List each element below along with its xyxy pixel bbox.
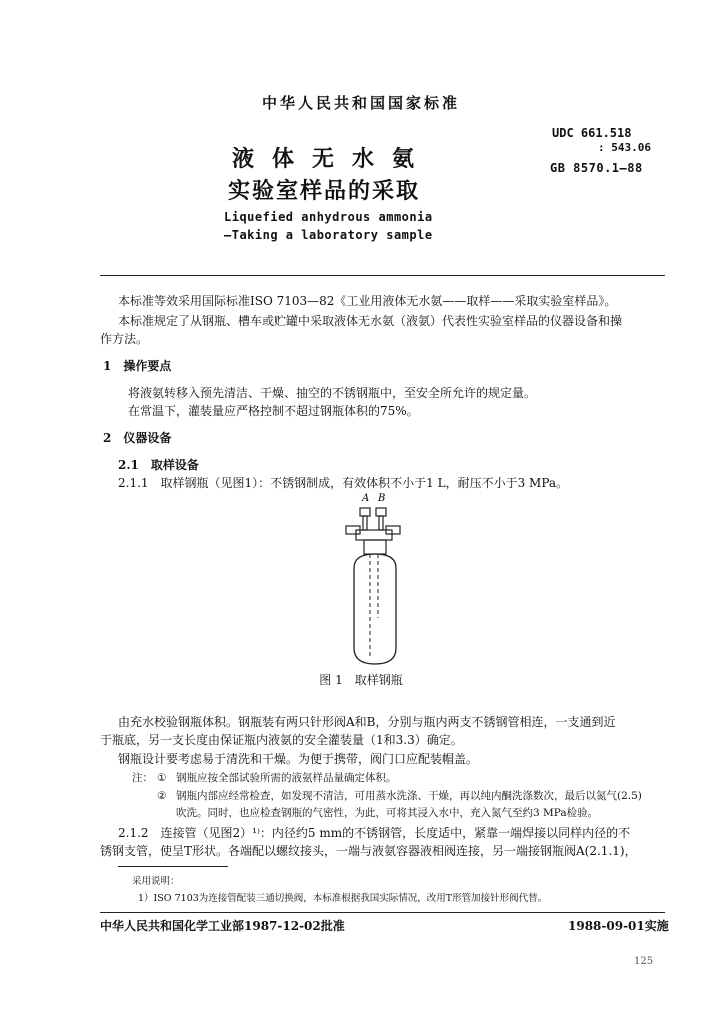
udc-code-continued: : 543.06 <box>598 141 651 154</box>
implementation-date: 1988-09-01实施 <box>568 919 669 933</box>
approval-statement: 中华人民共和国化学工业部1987-12-02批准 <box>100 919 345 933</box>
footnote-divider <box>118 866 228 867</box>
figure-1-caption: 图 1 取样钢瓶 <box>319 673 403 687</box>
english-title-line1: Liquefied anhydrous ammonia <box>224 210 433 224</box>
gb-standard-number: GB 8570.1—88 <box>550 161 643 175</box>
cylinder-description-line1: 由充水校验钢瓶体积。钢瓶装有两只针形阀A和B，分别与瓶内两支不锈钢管相连，一支通到近 <box>118 715 616 729</box>
note-2-text-line2: 吹洗。同时，也应检查钢瓶的气密性，为此，可将其浸入水中，充入氮气至约3 MPa检验。 <box>176 807 599 819</box>
internal-tubes <box>370 554 378 656</box>
intro-paragraph-2-line2: 作方法。 <box>100 332 149 346</box>
footnote-label: 采用说明： <box>132 876 180 887</box>
valve-assembly <box>346 508 400 554</box>
cylinder-body <box>354 554 396 664</box>
cylinder-description-line2: 于瓶底，另一支长度由保证瓶内液氨的安全灌装量（1和3.3）确定。 <box>100 733 463 747</box>
figure-label-b: B <box>378 493 386 504</box>
intro-paragraph-1: 本标准等效采用国际标准ISO 7103—82《工业用液体无水氨——取样——采取实验室样品》。 <box>118 294 617 308</box>
note-2-text-line1: 钢瓶内部应经常检查，如发现不清洁，可用蒸水洗涤、干燥，再以纯内酮洗涤数次，最后以氮气(2.5) <box>176 790 642 802</box>
note-1-text: 钢瓶应按全部试验所需的液氨样品量确定体积。 <box>176 772 397 784</box>
sampling-cylinder-figure <box>320 488 430 668</box>
section-1-heading: 1 操作要点 <box>103 359 172 373</box>
document-title-line2: 实验室样品的采取 <box>228 178 421 204</box>
note-1-number: ① <box>157 772 167 784</box>
udc-code: UDC 661.518 <box>552 126 632 140</box>
note-label: 注： <box>132 772 153 784</box>
section-2-1-1-text: 2.1.1 取样钢瓶（见图1）：不锈钢制成，有效体积不小于1 L，耐压不小于3 MPa。 <box>118 476 569 490</box>
figure-label-a: A <box>362 493 370 504</box>
header-divider <box>100 275 665 276</box>
section-2-heading: 2 仪器设备 <box>103 431 172 445</box>
section-1-paragraph-2: 在常温下，灌装量应严格控制不超过钢瓶体积的75%。 <box>128 404 419 418</box>
note-2-number: ② <box>157 790 167 802</box>
page-number: 125 <box>634 956 654 967</box>
footer-divider <box>100 912 665 913</box>
cylinder-design-paragraph: 钢瓶设计要考虑易于清洗和干燥。为便于携带，阀门口应配装帽盖。 <box>118 752 479 766</box>
section-2-1-heading: 2.1 取样设备 <box>118 458 199 472</box>
footnote-text: 1）ISO 7103为连接管配装三通切换阀，本标准根据我国实际情况，改用T形管加接针形阀代替。 <box>138 893 548 904</box>
national-standard-heading: 中华人民共和国国家标准 <box>261 94 460 112</box>
intro-paragraph-2-line1: 本标准规定了从钢瓶、槽车或贮罐中采取液体无水氨（液氨）代表性实验室样品的仪器设备和操 <box>118 314 623 328</box>
section-1-paragraph-1: 将液氨转移入预先清洁、干燥、抽空的不锈钢瓶中，至安全所允许的规定量。 <box>128 386 537 400</box>
english-title-line2: —Taking a laboratory sample <box>224 228 433 242</box>
section-2-1-2-line1: 2.1.2 连接管（见图2）¹⁾：内径约5 mm的不锈钢管，长度适中，紧靠一端焊接以同样内径的不 <box>118 826 631 840</box>
section-2-1-2-line2: 锈钢支管，使呈T形状。各端配以螺纹接头，一端与液氨容器液相阀连接，另一端接钢瓶阀A(2.1.1)， <box>100 844 637 858</box>
document-title-line1: 液体无水氨 <box>232 146 433 172</box>
